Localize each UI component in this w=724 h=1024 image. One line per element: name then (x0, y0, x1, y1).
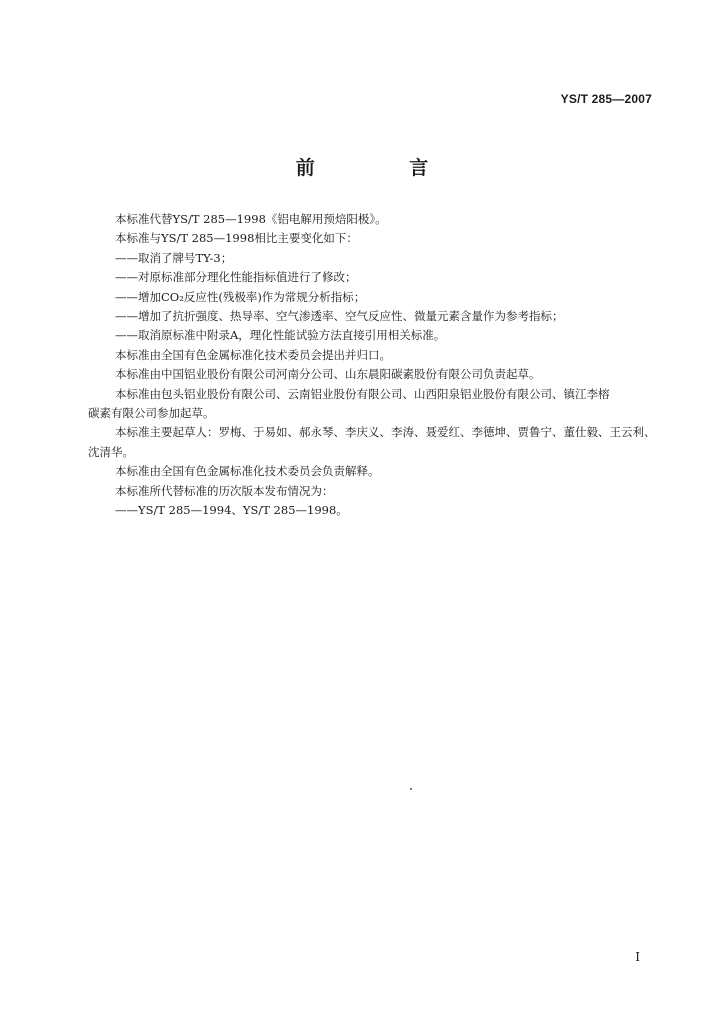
paragraph-drafters-line1: 本标准主要起草人：罗梅、于易如、郝永琴、李庆义、李涛、聂爱红、李德坤、贾鲁宁、董仕毅、王云利、 (115, 425, 656, 440)
preface-body (88, 210, 658, 521)
paragraph-drafters-line2: 沈清华。 (88, 444, 134, 459)
page-title: 前 言 (295, 157, 473, 179)
paragraph-changes-intro: 本标准与YS/T 285—1998相比主要变化如下： (115, 231, 358, 246)
change-item: ——取消原标准中附录A，理化性能试验方法直接引用相关标准。 (115, 328, 446, 343)
change-item: ——增加CO₂反应性(残极率)作为常规分析指标； (115, 289, 366, 304)
paragraph-history-versions: ——YS/T 285—1994、YS/T 285—1998。 (115, 503, 348, 518)
paragraph-drafted-by: 本标准由中国铝业股份有限公司河南分公司、山东晨阳碳素股份有限公司负责起草。 (115, 367, 541, 382)
page-number: I (635, 950, 640, 964)
change-item: ——对原标准部分理化性能指标值进行了修改； (115, 270, 357, 285)
scan-speck (410, 788, 412, 790)
change-item: ——取消了牌号TY-3； (115, 250, 233, 265)
paragraph-proposed-by: 本标准由全国有色金属标准化技术委员会提出并归口。 (115, 347, 391, 362)
paragraph-history-intro: 本标准所代替标准的历次版本发布情况为： (115, 483, 334, 498)
paragraph-participants-line2: 碳素有限公司参加起草。 (88, 406, 215, 421)
paragraph-participants-line1: 本标准由包头铝业股份有限公司、云南铝业股份有限公司、山西阳泉铝业股份有限公司、镇江李榕 (115, 386, 610, 401)
change-item: ——增加了抗折强度、热导率、空气渗透率、空气反应性、微量元素含量作为参考指标； (115, 309, 564, 324)
paragraph-interpretation: 本标准由全国有色金属标准化技术委员会负责解释。 (115, 464, 380, 479)
paragraph-replaces: 本标准代替YS/T 285—1998《铝电解用预焙阳极》。 (115, 212, 387, 226)
standard-code: YS/T 285—2007 (560, 92, 652, 106)
